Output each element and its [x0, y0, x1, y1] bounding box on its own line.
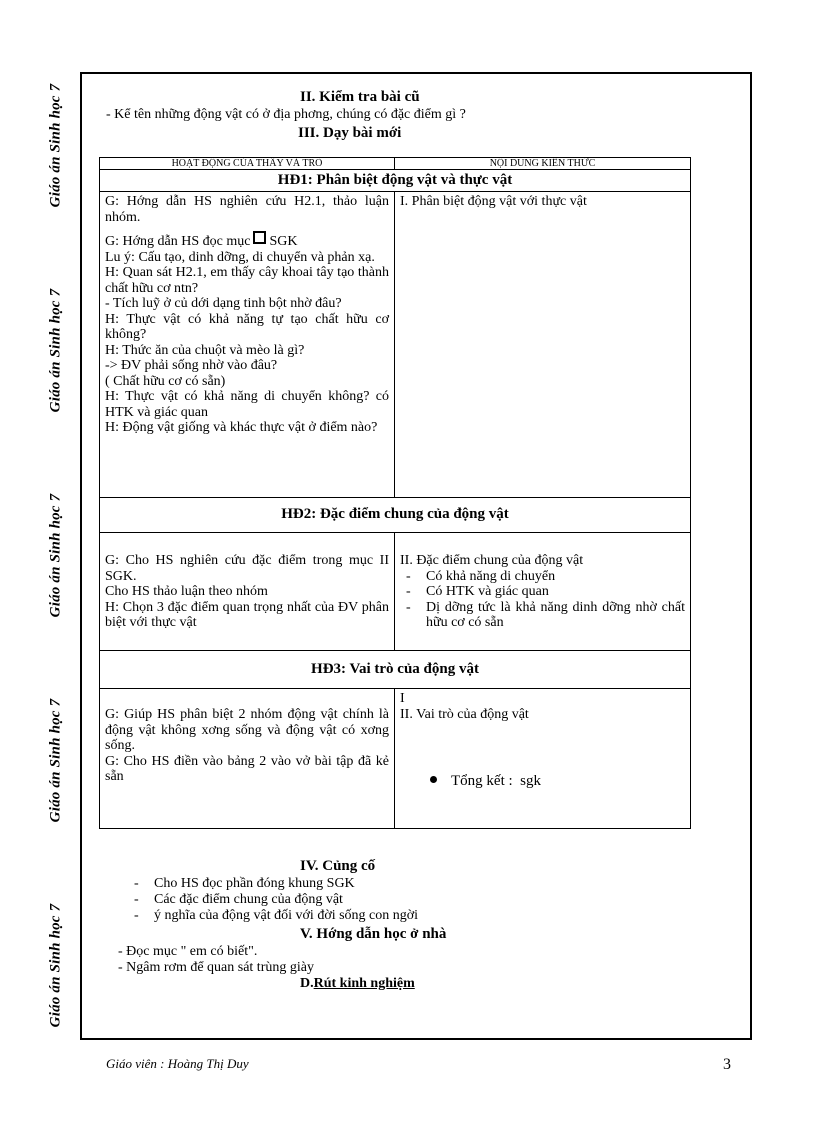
hd3-content-title: II. Vai trò của động vật [400, 706, 529, 722]
side-label: Giáo án Sinh học 7 [47, 83, 64, 207]
side-label: Giáo án Sinh học 7 [47, 493, 64, 617]
hd1-line: H: Thực vật có khả năng tự tạo chất hữu cơ không? [105, 311, 389, 342]
hd1-line: ( Chất hữu cơ có sẵn) [105, 373, 226, 389]
section4-title: IV. Củng cố [300, 858, 376, 874]
section2-title: II. Kiểm tra bài cũ [300, 89, 420, 105]
hd1-line: -> ĐV phải sống nhờ vào đâu? [105, 358, 278, 373]
section5-title: V. Hớng dẫn học ở nhà [300, 926, 447, 942]
section3-title: III. Dạy bài mới [298, 125, 402, 141]
list-item: - ý nghĩa của động vật đối với đời sống con ngời [128, 908, 418, 924]
list-item: - Có khả năng di chuyển [400, 569, 685, 585]
hd2-line: G: Cho HS nghiên cứu đặc điểm trong mục II SGK. [105, 553, 389, 584]
hd1-line: G: Hớng dẫn HS đọc mục SGK [105, 231, 389, 250]
hd3-line: G: Giúp HS phân biệt 2 nhóm động vật chính là động vật không xơng sống và động vật có xơng sống. [105, 707, 389, 753]
hd2-line: Cho HS thảo luận theo nhóm [105, 584, 268, 599]
hd1-line: Lu ý: Cấu tạo, dinh dỡng, di chuyển và phản xạ. [105, 249, 375, 265]
list-item: - Các đặc điểm chung của động vật [128, 892, 418, 908]
hd1-line: H: Quan sát H2.1, em thấy cây khoai tây tạo thành chất hữu cơ ntn? [105, 265, 389, 296]
footer-teacher: Giáo viên : Hoàng Thị Duy [106, 1056, 249, 1071]
hd2-activities [100, 533, 395, 651]
hd1-content-title: I. Phân biệt động vật với thực vật [400, 194, 587, 209]
hd3-title: HĐ3: Vai trò của động vật [100, 651, 691, 689]
hd2-title: HĐ2: Đặc điểm chung của động vật [100, 498, 691, 533]
side-label: Giáo án Sinh học 7 [47, 288, 64, 412]
hd1-line: G: Hớng dẫn HS nghiên cứu H2.1, thảo luận nhóm. [105, 194, 389, 225]
bullet-icon [430, 776, 437, 783]
hd3-activities [100, 689, 395, 829]
hd1-line: H: Thức ăn của chuột và mèo là gì? [105, 342, 305, 358]
section2-question: - Kể tên những động vật có ở địa phơng, chúng có đặc điểm gì ? [106, 107, 466, 122]
hd1-line: - Tích luỹ ở củ dới dạng tinh bột nhờ đâu? [105, 296, 342, 311]
col1-header: HOẠT ĐỘNG CỦA THẦY VÀ TRÒ [100, 158, 395, 170]
sectionD: D.Rút kinh nghiệm [300, 976, 415, 991]
hd1-line: H: Động vật giống và khác thực vật ở điểm nào? [105, 420, 378, 435]
hd3-line: G: Cho HS điền vào bảng 2 vào vở bài tập đã kẻ sẵn [105, 753, 389, 784]
summary-line: Tổng kết : sgk [430, 773, 541, 790]
hd3-content [395, 689, 691, 829]
side-label: Giáo án Sinh học 7 [47, 903, 64, 1027]
col2-header: NỘI DUNG KIẾN THỨC [395, 158, 691, 170]
hd1-content [395, 192, 691, 498]
page-number: 3 [723, 1056, 731, 1073]
hd2-line: H: Chọn 3 đặc điểm quan trọng nhất của ĐV phân biệt với thực vật [105, 599, 389, 630]
list-item: - Cho HS đọc phần đóng khung SGK [128, 876, 418, 892]
section4-list [128, 876, 418, 924]
side-label: Giáo án Sinh học 7 [47, 698, 64, 822]
lesson-table [99, 157, 691, 829]
hd2-content [395, 533, 691, 651]
section5-item: - Đọc mục " em có biết". [118, 944, 258, 959]
hd2-content-title: II. Đặc điểm chung của động vật [400, 553, 584, 568]
list-item: - Dị dỡng tức là khả năng dinh dỡng nhờ chất hữu cơ có sẵn [400, 600, 685, 631]
hd3-content-marker: I [400, 691, 405, 706]
hd1-line: H: Thực vật có khả năng di chuyển không? có HTK và giác quan [105, 389, 389, 420]
section5-item: - Ngâm rơm để quan sát trùng giày [118, 960, 314, 975]
list-item: - Có HTK và giác quan [400, 584, 685, 600]
box-icon [253, 231, 266, 244]
hd1-activities [100, 192, 395, 498]
hd1-title: HĐ1: Phân biệt động vật và thực vật [100, 170, 691, 192]
hd2-feature-list [400, 569, 685, 631]
